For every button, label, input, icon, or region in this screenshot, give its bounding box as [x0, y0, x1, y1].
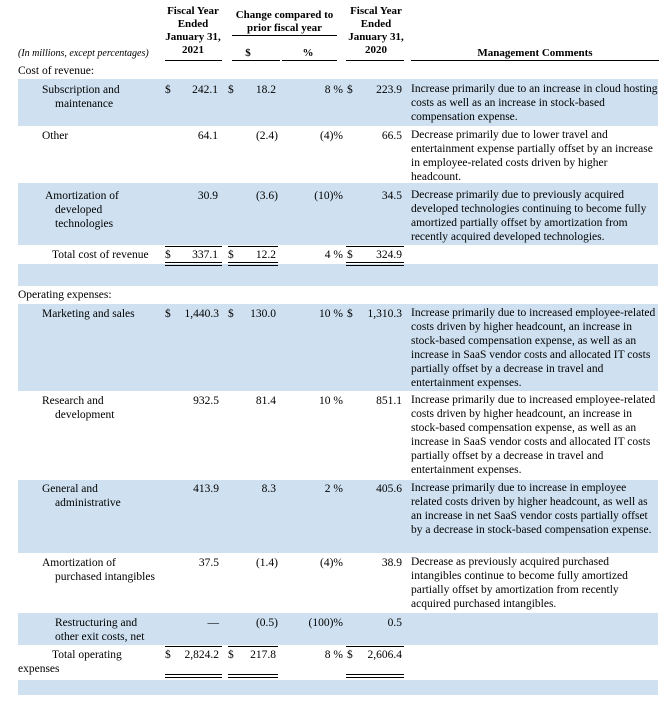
row-label: Amortization of — [42, 557, 116, 569]
value-change: 12.2 — [255, 249, 276, 261]
value-fy2020: 405.6 — [376, 483, 402, 495]
currency-symbol: $ — [228, 84, 234, 96]
value-pct: (4)% — [320, 557, 343, 569]
value-change: 130.0 — [250, 308, 276, 320]
value-fy2021: 2,824.2 — [184, 649, 219, 661]
value-pct: 10 % — [319, 308, 343, 320]
management-comment: Increase primarily due to increased employee-related costs driven by higher headcount, an increase in stock-based compensation expense, as well as an increase in SaaS vendor costs and allocated IT costs partially offset by a decrease in travel and entertainment expenses. — [411, 394, 656, 476]
row-label: other exit costs, net — [55, 631, 145, 643]
header-comments: Management Comments — [477, 47, 593, 59]
management-comment: Decrease as previously acquired purchased intangibles continue to become fully amortized partially offset by amortization from recently acquired purchased intangibles. — [411, 556, 628, 610]
row-label: administrative — [55, 497, 121, 509]
value-change: 18.2 — [255, 84, 276, 96]
row-label: Restructuring and — [55, 617, 138, 629]
currency-symbol: $ — [165, 308, 171, 320]
currency-symbol: $ — [228, 308, 234, 320]
value-change: 217.8 — [250, 649, 276, 661]
value-pct: (10)% — [314, 190, 343, 202]
double-underline — [165, 262, 222, 266]
header-fy2020-line: Ended — [360, 18, 392, 30]
row-label: expenses — [18, 663, 60, 675]
units-note: (In millions, except percentages) — [18, 48, 149, 59]
value-pct: 2 % — [324, 483, 343, 495]
currency-symbol: $ — [228, 649, 234, 661]
double-underline — [228, 262, 278, 266]
row-band — [18, 264, 658, 286]
value-pct: 4 % — [324, 249, 343, 261]
value-fy2020: 66.5 — [381, 130, 402, 142]
value-change: (3.6) — [255, 190, 278, 202]
value-change: (0.5) — [255, 617, 278, 629]
value-fy2020: 324.9 — [376, 249, 402, 261]
value-fy2020: 34.5 — [381, 190, 402, 202]
row-label: Amortization of — [45, 190, 119, 202]
header-change-line: prior fiscal year — [247, 22, 322, 34]
section-cost-of-revenue: Cost of revenue: — [18, 65, 95, 77]
value-fy2020: 2,606.4 — [367, 649, 402, 661]
total-rule — [346, 246, 404, 247]
currency-symbol: $ — [228, 249, 234, 261]
management-comment: Increase primarily due to an increase in cloud hosting costs as well as an increase in stock-based compensation expense. — [411, 83, 658, 123]
currency-symbol: $ — [165, 84, 171, 96]
header-rule — [165, 60, 222, 61]
total-rule — [228, 246, 278, 247]
currency-symbol: $ — [165, 649, 171, 661]
header-fy2020 — [343, 5, 409, 57]
row-label: Total operating — [52, 649, 122, 661]
double-underline — [346, 674, 404, 678]
value-change: 8.3 — [261, 483, 276, 495]
value-fy2020: 0.5 — [387, 617, 402, 629]
value-pct: (4)% — [320, 130, 343, 142]
total-rule — [346, 646, 404, 647]
value-pct: 8 % — [324, 84, 343, 96]
double-underline — [346, 262, 404, 266]
row-label: Marketing and sales — [42, 308, 135, 320]
header-fy2020-line: January 31, — [348, 31, 404, 43]
value-fy2021: 37.5 — [198, 557, 219, 569]
currency-symbol: $ — [165, 249, 171, 261]
header-rule — [232, 35, 337, 36]
value-fy2020: 38.9 — [381, 557, 402, 569]
row-label: Total cost of revenue — [52, 249, 149, 261]
value-fy2020: 851.1 — [376, 395, 402, 407]
total-rule — [165, 246, 222, 247]
value-fy2021: 30.9 — [197, 190, 218, 202]
double-underline — [228, 674, 278, 678]
value-fy2021: 337.1 — [192, 249, 218, 261]
management-comment: Increase primarily due to increased employee-related costs driven by higher headcount, an increase in stock-based compensation expense, as well as an increase in SaaS vendor costs and allocated IT costs partially offset by a decrease in travel and entertainment expenses. — [411, 307, 656, 389]
currency-symbol: $ — [347, 649, 353, 661]
row-label: technologies — [55, 218, 114, 230]
header-fy2020-line: 2020 — [365, 44, 387, 56]
row-label: developed — [55, 204, 103, 216]
header-fy2021-line: Ended — [177, 18, 209, 30]
header-pct: % — [302, 47, 314, 59]
value-fy2021: 932.5 — [193, 395, 219, 407]
value-change: (2.4) — [255, 130, 278, 142]
row-label: Research and — [42, 395, 104, 407]
row-label: purchased intangibles — [55, 571, 155, 583]
header-dollar: $ — [245, 47, 251, 59]
row-label: Subscription and — [42, 84, 120, 96]
currency-symbol: $ — [347, 84, 353, 96]
header-rule — [282, 60, 337, 61]
value-change: (1.4) — [255, 557, 278, 569]
header-fy2021-line: 2021 — [182, 44, 204, 56]
value-fy2021: 64.1 — [197, 130, 218, 142]
value-pct: 8 % — [324, 649, 343, 661]
value-fy2021: 242.1 — [192, 84, 218, 96]
row-label: Other — [42, 130, 69, 142]
header-fy2021 — [160, 5, 226, 57]
value-fy2020: 223.9 — [376, 84, 402, 96]
value-fy2021: 1,440.3 — [184, 308, 219, 320]
header-fy2021-line: January 31, — [165, 31, 221, 43]
currency-symbol: $ — [347, 308, 353, 320]
header-rule — [232, 60, 280, 61]
header-rule — [346, 60, 404, 61]
section-operating-expenses: Operating expenses: — [18, 289, 112, 301]
value-change: 81.4 — [255, 395, 276, 407]
value-fy2020: 1,310.3 — [367, 308, 402, 320]
row-band — [18, 680, 658, 695]
value-pct: 10 % — [319, 395, 343, 407]
header-rule — [411, 60, 659, 61]
header-change — [228, 9, 341, 35]
total-rule — [228, 646, 278, 647]
management-comment: Decrease primarily due to lower travel and entertainment expense partially offset by an increase in employee-related costs driven by higher headcount. — [411, 129, 653, 183]
value-pct: (100)% — [308, 617, 343, 629]
currency-symbol: $ — [347, 249, 353, 261]
value-fy2021: — — [207, 617, 219, 629]
header-fy2021-line: Fiscal Year — [167, 5, 219, 17]
management-comment: Decrease primarily due to previously acquired developed technologies continuing to become fully amortized partially offset by amortization from recently acquired developed technologies. — [411, 189, 647, 243]
header-fy2020-line: Fiscal Year — [350, 5, 402, 17]
management-comment: Increase primarily due to increase in employee related costs driven by higher headcount, as well as an increase in net SaaS vendor costs partially offset by a decrease in stock-based compensation expense. — [411, 482, 652, 536]
total-rule — [165, 646, 222, 647]
row-label: development — [55, 409, 115, 421]
value-fy2021: 413.9 — [193, 483, 219, 495]
row-label: General and — [42, 483, 98, 495]
double-underline — [165, 674, 222, 678]
row-label: maintenance — [55, 98, 114, 110]
header-change-line: Change compared to — [235, 9, 334, 21]
